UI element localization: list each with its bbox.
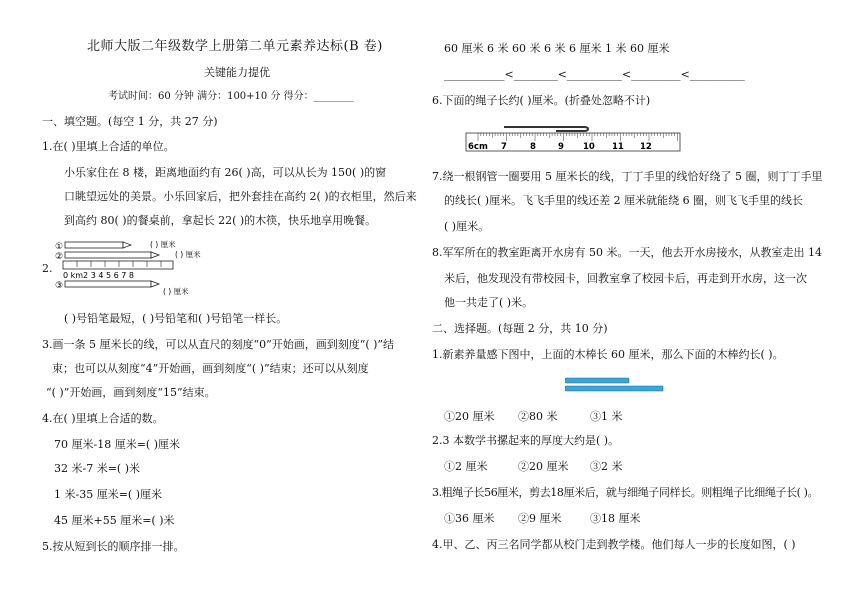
choice-2-option-1: ①2 厘米 <box>444 460 488 473</box>
ruler-label-9: 9 <box>558 142 564 152</box>
pencil-mark-2: ② <box>55 252 64 262</box>
pencil-2-length-label: ( ) 厘米 <box>175 250 201 259</box>
choice-4: 4.甲、乙、丙三名同学都从校门走到教学楼。他们每人一步的长度如图，( ) <box>432 538 796 551</box>
question-2-number: 2. <box>42 262 53 275</box>
choice-3: 3.粗绳子长56厘米，剪去18厘米后，就与细绳子同样长。则粗绳子比细绳子长( )。 <box>432 486 819 499</box>
question-5: 5.按从短到长的顺序排一排。 <box>42 540 185 553</box>
question-5-items: 60 厘米 6 米 60 米 6 米 6 厘米 1 米 60 厘米 <box>444 42 670 55</box>
ruler-label-8: 8 <box>530 142 536 152</box>
question-7-line-1: 7.绕一根钢管一圈要用 5 厘米长的线，丁丁手里的线恰好绕了 5 圈，则丁丁手里 <box>432 170 823 183</box>
rope <box>504 127 588 131</box>
choice-3-option-3: ③18 厘米 <box>590 512 641 525</box>
section-choice-heading: 二、选择题。(每题 2 分，共 10 分) <box>432 322 608 335</box>
page-title: 北师大版二年级数学上册第二单元素养达标(B 卷) <box>87 39 383 54</box>
pencil-2-tip <box>151 252 159 258</box>
question-4-item-3: 1 米-35 厘米=( )厘米 <box>54 488 163 501</box>
page-subtitle: 关键能力提优 <box>204 66 270 79</box>
question-1: 1.在( )里填上合适的单位。 <box>42 140 175 153</box>
question-3-line-2: 束；也可以从刻度“4”开始画，画到刻度“( )”结束；还可以从刻度 <box>52 362 369 375</box>
question-4-item-1: 70 厘米-18 厘米=( )厘米 <box>54 438 181 451</box>
pencil-3-tip <box>151 281 159 287</box>
question-6: 6.下面的绳子长约( )厘米。(折叠处忽略不计) <box>432 94 651 107</box>
pencil-3 <box>65 281 151 287</box>
question-3-line-3: “( )”开始画，画到刻度“15”结束。 <box>46 386 216 399</box>
choice-1-option-1: ①20 厘米 <box>444 410 495 423</box>
choice-3-option-2: ②9 厘米 <box>518 512 562 525</box>
choice-2-option-2: ②20 厘米 <box>518 460 569 473</box>
pencil-1 <box>65 242 123 248</box>
pencil-1-tip <box>123 242 131 248</box>
choice-2: 2.3 本数学书摞起来的厚度大约是( )。 <box>432 434 620 447</box>
exam-info: 考试时间：60 分钟 满分：100+10 分 得分：________ <box>108 91 354 102</box>
question-5-order-blanks: ___________<________<__________<_________<__________ <box>444 68 745 81</box>
question-8-line-1: 8.军军所在的教室距离开水房有 50 米。一天，他去开水房接水，从教室走出 14 <box>432 246 822 259</box>
pencil-ruler-figure <box>55 238 245 298</box>
pencil-mark-3: ③ <box>55 281 64 291</box>
question-3-line-1: 3.画一条 5 厘米长的线，可以从直尺的刻度“0”开始画，画到刻度“( )”结 <box>42 338 395 351</box>
question-8-line-2: 米后，他发现没有带校园卡，回教室拿了校园卡后，再走到开水房，这一次 <box>444 272 807 285</box>
ruler-label-10: 10 <box>583 142 595 152</box>
question-4-item-2: 32 米-7 米=( )米 <box>54 462 141 475</box>
question-7-line-2: 的线长( )厘米。飞飞手里的线还差 2 厘米就能绕 6 圈，则飞飞手里的线长 <box>444 194 804 207</box>
section-fill-heading: 一、填空题。(每空 1 分，共 27 分) <box>42 115 218 128</box>
question-4: 4.在( )里填上合适的数。 <box>42 412 164 425</box>
question-4-item-4: 45 厘米+55 厘米=( )米 <box>54 514 175 527</box>
pencil-3-length-label: ( ) 厘米 <box>163 287 189 296</box>
ruler-label-7: 7 <box>501 142 507 152</box>
question-1-line-3: 到高约 80( )的餐桌前，拿起长 22( )的木筷，快乐地享用晚餐。 <box>64 214 377 227</box>
ruler-label-6cm: 6cm <box>468 142 488 152</box>
choice-1-option-3: ③1 米 <box>590 410 623 423</box>
question-1-line-2: 口眺望远处的美景。小乐回家后，把外套挂在高约 2( )的衣柜里，然后来 <box>64 190 417 203</box>
pencil-1-length-label: ( ) 厘米 <box>150 240 176 249</box>
choice-2-option-3: ③2 米 <box>590 460 623 473</box>
choice-3-option-1: ①36 厘米 <box>444 512 495 525</box>
sticks-figure <box>565 376 665 394</box>
top-stick <box>565 378 629 383</box>
rope-ruler-figure <box>464 118 684 152</box>
bottom-stick <box>565 386 663 391</box>
question-7-line-3: ( )厘米。 <box>444 220 490 233</box>
choice-1: 1.新素养量感下图中，上面的木棒长 60 厘米，那么下面的木棒约长( )。 <box>432 348 784 361</box>
pencil-mark-1: ① <box>55 242 64 252</box>
choice-1-option-2: ②80 米 <box>518 410 558 423</box>
ruler-label-11: 11 <box>612 142 624 152</box>
pencil-2 <box>65 252 151 258</box>
ruler-bar <box>63 261 173 269</box>
question-2-line: ( )号铅笔最短，( )号铅笔和( )号铅笔一样长。 <box>64 312 288 325</box>
question-8-line-3: 他一共走了( )米。 <box>444 296 534 309</box>
question-1-line-1: 小乐家住在 8 楼，距离地面约有 26( )高，可以从长为 150( )的窗 <box>64 166 387 179</box>
ruler-numbers: 0 km2 3 4 5 6 7 8 <box>63 271 134 280</box>
ruler-label-12: 12 <box>640 142 652 152</box>
